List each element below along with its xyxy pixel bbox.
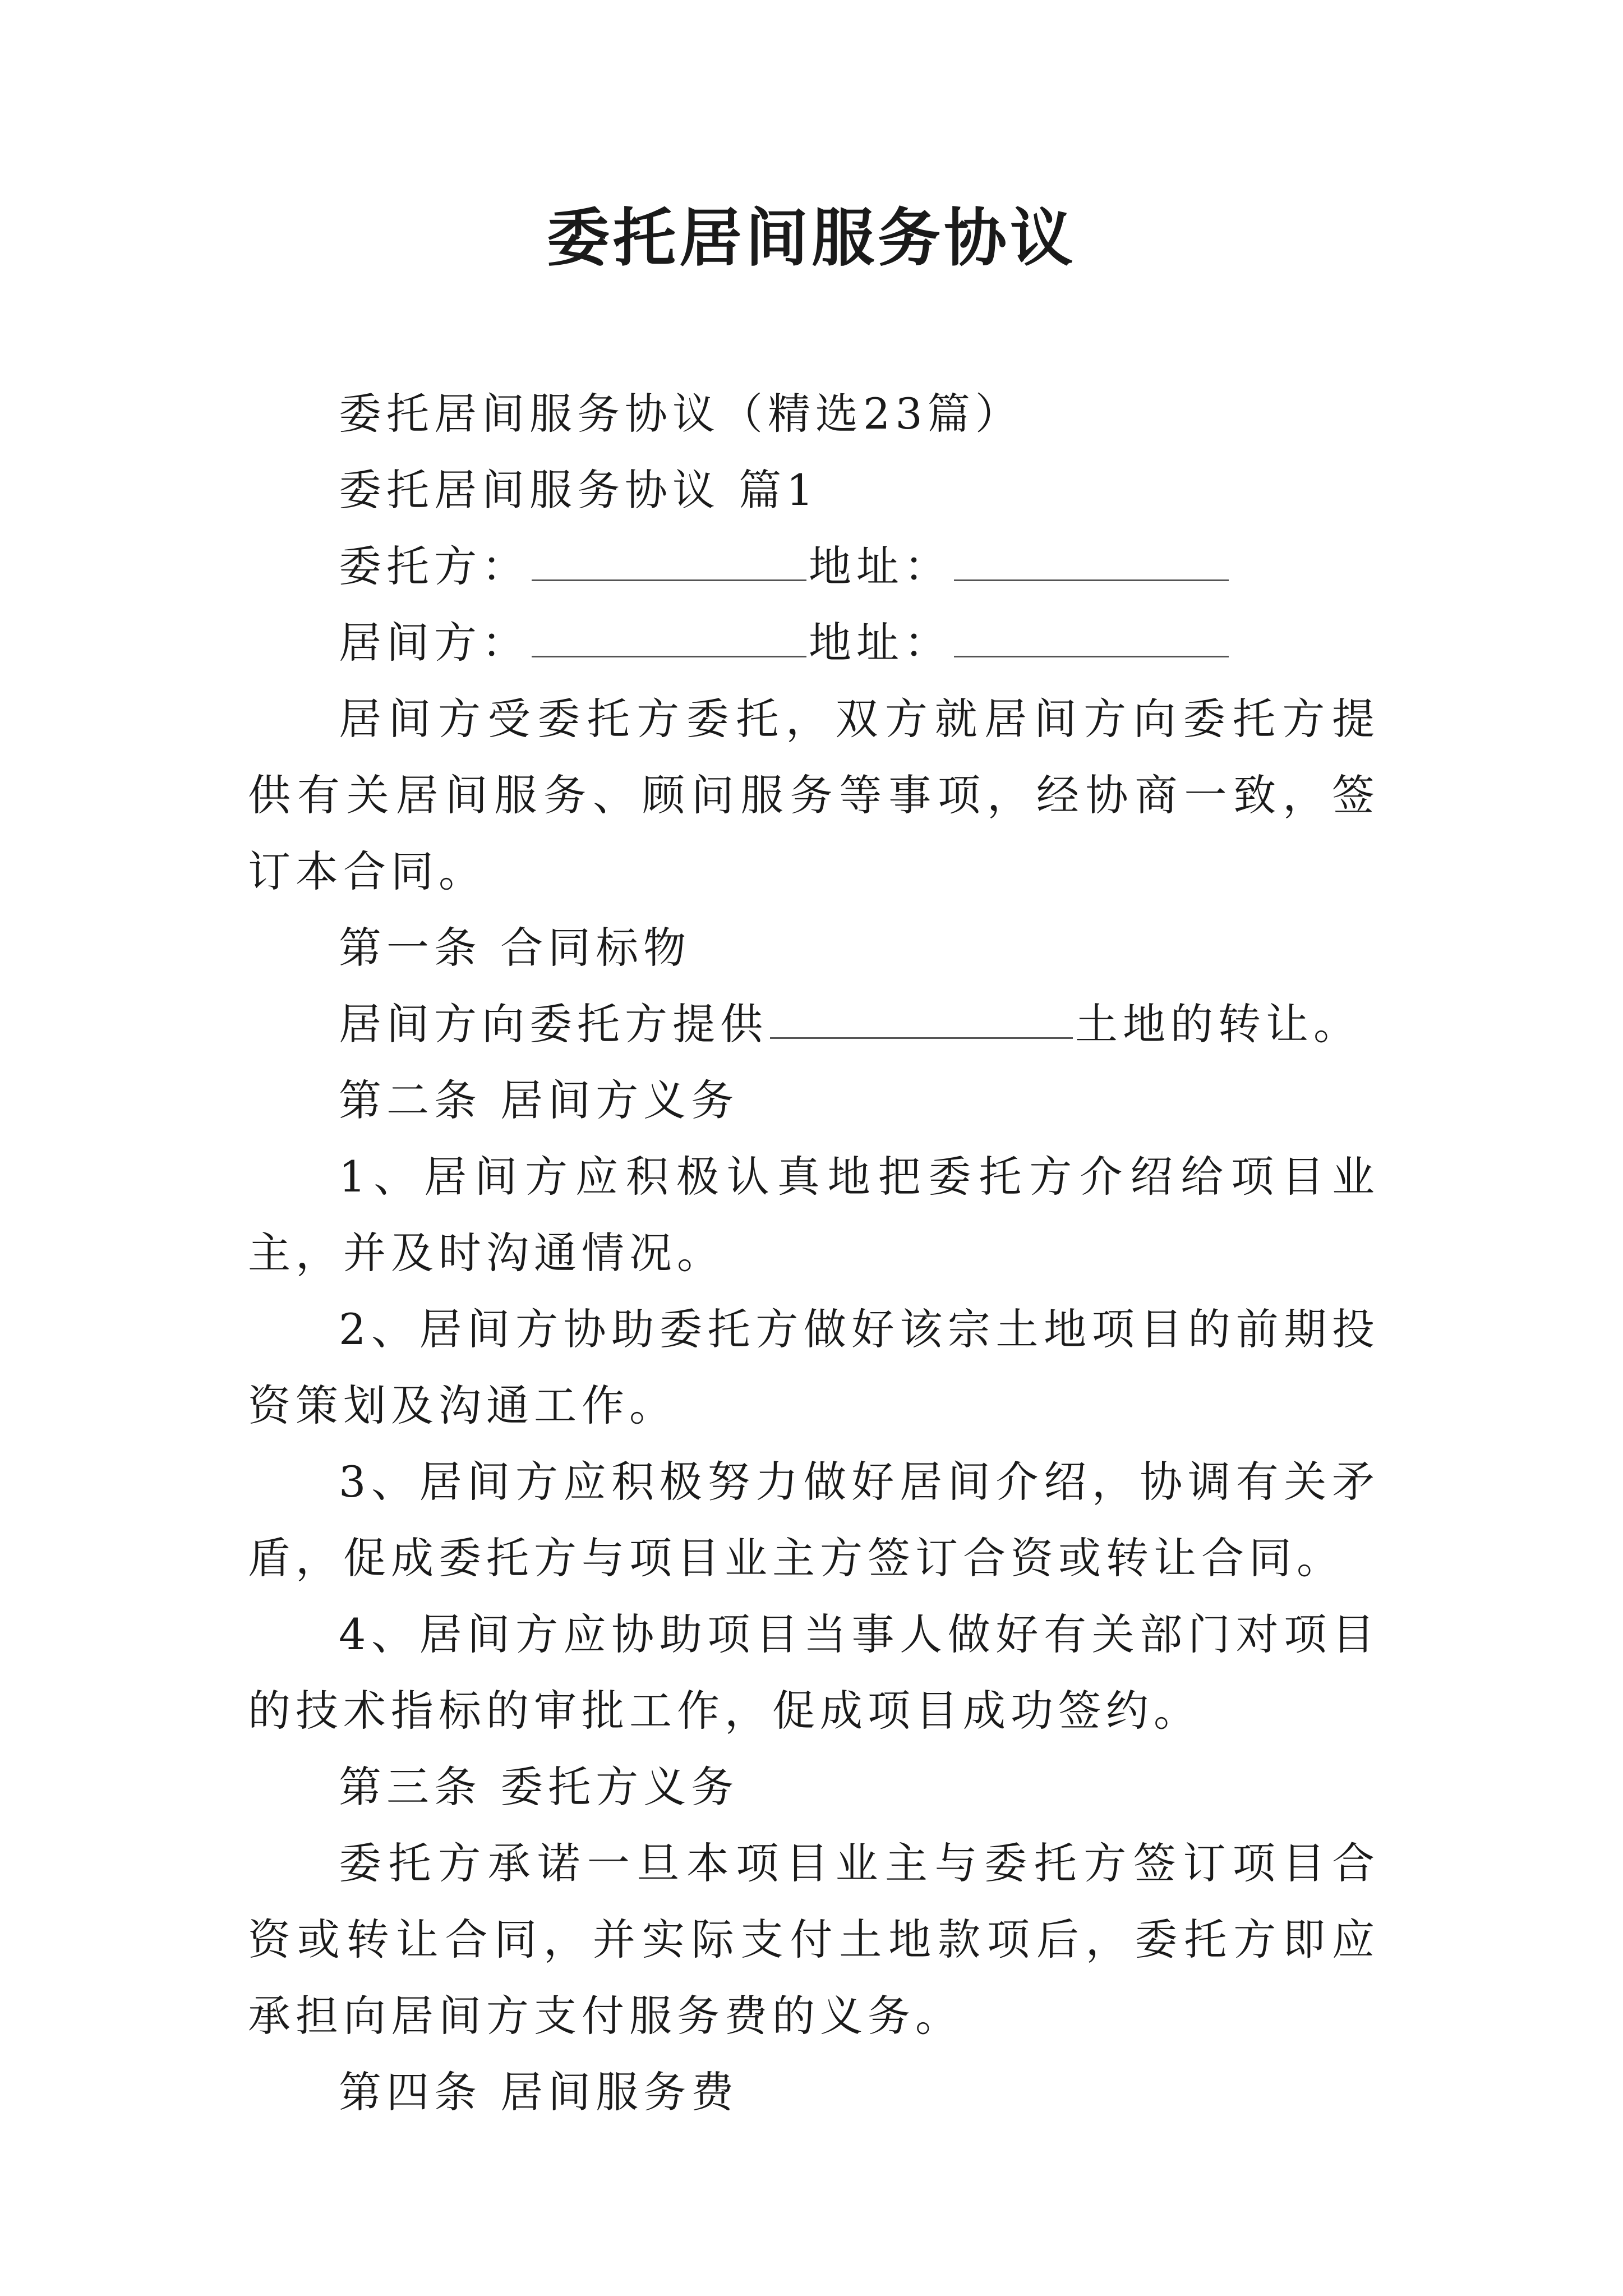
article3-text: 委托方承诺一旦本项目业主与委托方签订项目合资或转让合同，并实际支付土地款项后，委托方即应承担向居间方支付服务费的义务。 [248, 1838, 1380, 2041]
article4-title: 第四条 居间服务费 [339, 2067, 739, 2117]
article2-title: 第二条 居间方义务 [339, 1075, 739, 1125]
document-subtitle: 委托居间服务协议（精选23篇） [339, 389, 1023, 439]
party-b-line [248, 605, 1380, 681]
document-body [248, 376, 1380, 2131]
article1-blank [770, 1004, 1073, 1039]
document-title: 委托居间服务协议 [547, 201, 1076, 275]
article3-title: 第三条 委托方义务 [339, 1762, 739, 1812]
party-a-label: 委托方： [339, 541, 529, 591]
party-a-address-blank [954, 546, 1229, 581]
section-heading: 委托居间服务协议 篇1 [339, 465, 819, 515]
party-b-label: 居间方： [339, 618, 529, 668]
party-b-address-label: 地址： [809, 618, 952, 668]
article2-item: 2、居间方协助委托方做好该宗土地项目的前期投资策划及沟通工作。 [248, 1304, 1380, 1430]
article2-item: 4、居间方应协助项目当事人做好有关部门对项目的技术指标的审批工作，促成项目成功签约。 [248, 1609, 1380, 1736]
article1-text [248, 986, 1380, 1062]
party-a-blank [532, 546, 806, 581]
article2-item: 3、居间方应积极努力做好居间介绍，协调有关矛盾，促成委托方与项目业主方签订合资或转让合同。 [248, 1457, 1380, 1583]
party-a-line [248, 528, 1380, 605]
party-b-address-blank [954, 622, 1229, 657]
party-a-address-label: 地址： [809, 541, 952, 591]
article1-title: 第一条 合同标物 [339, 923, 691, 973]
article2-item: 1、居间方应积极认真地把委托方介绍给项目业主，并及时沟通情况。 [248, 1152, 1380, 1278]
article1-text-before: 居间方向委托方提供 [339, 999, 768, 1049]
party-b-blank [532, 622, 806, 657]
article1-text-after: 土地的转让。 [1075, 999, 1361, 1049]
intro-paragraph: 居间方受委托方委托，双方就居间方向委托方提供有关居间服务、顾问服务等事项，经协商一致，签订本合同。 [248, 694, 1380, 896]
